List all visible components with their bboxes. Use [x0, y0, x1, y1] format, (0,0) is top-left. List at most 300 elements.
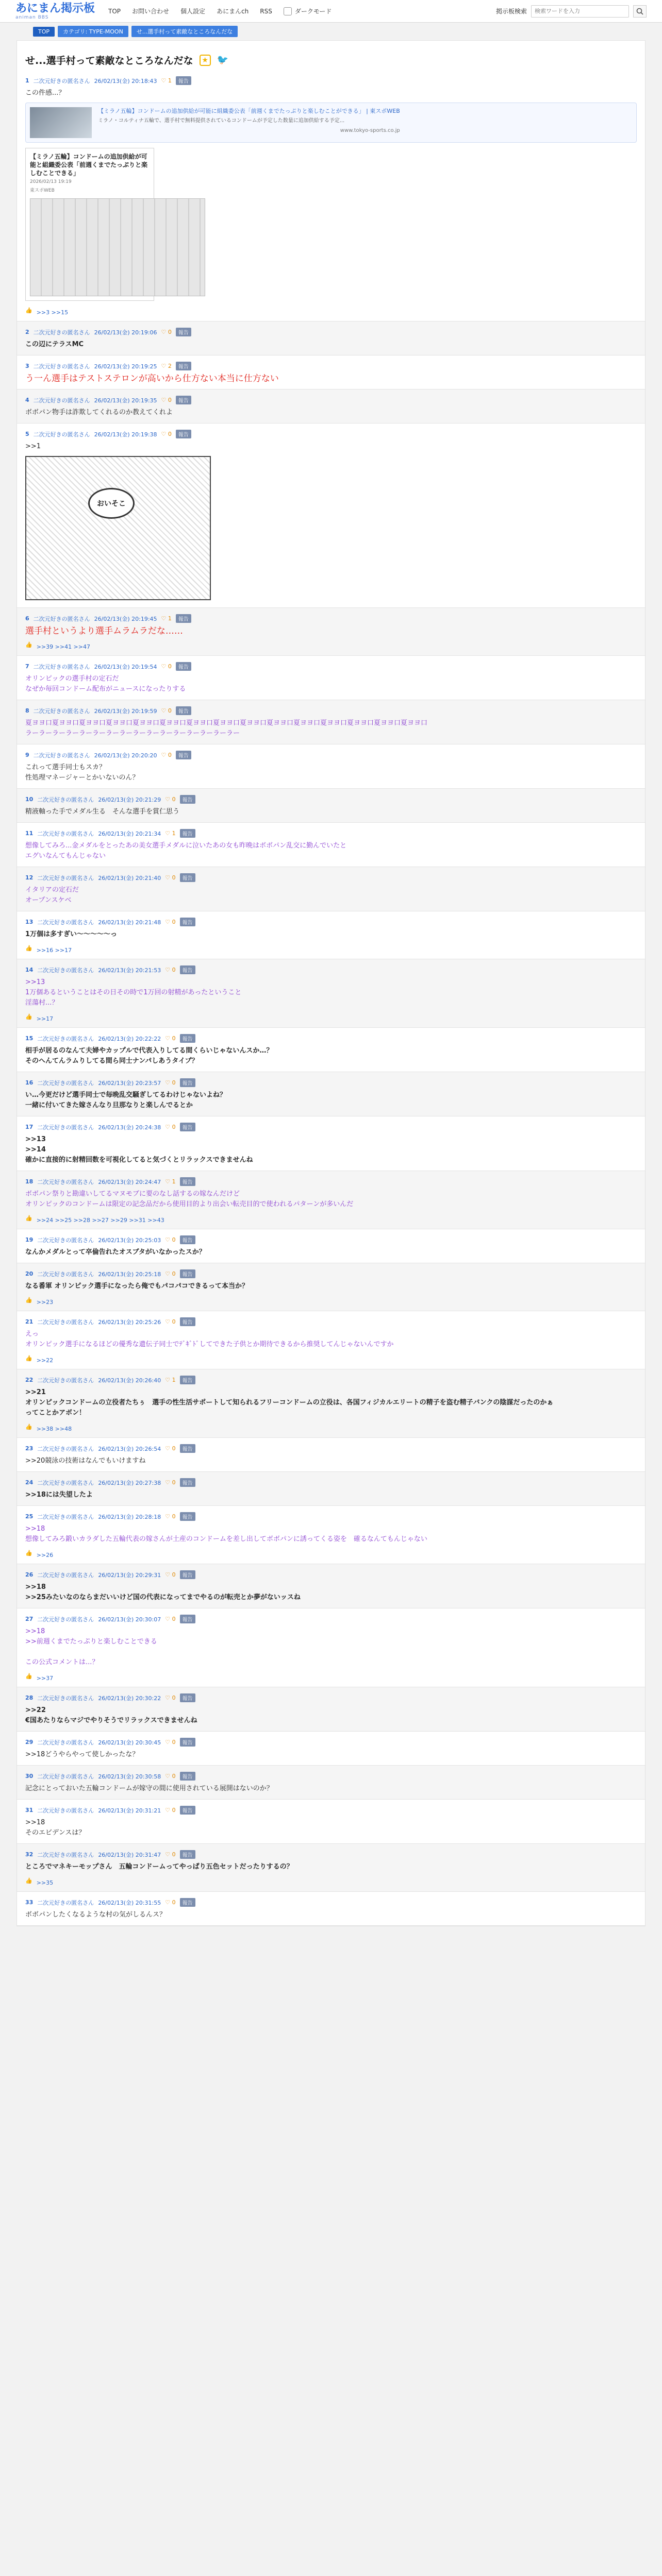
report-button[interactable]: 報告	[176, 706, 191, 715]
good-count[interactable]	[165, 1851, 175, 1858]
good-count[interactable]	[161, 77, 172, 84]
article-title: 【ミラノ五輪】コンドームの追加供給が可能と組織委公表「前週くまでたっぷりと楽しむことできる」	[30, 153, 148, 177]
reply-links[interactable]: >>24 >>25 >>28 >>27 >>29 >>31 >>43	[36, 1217, 164, 1224]
good-count[interactable]	[165, 1079, 175, 1086]
post-author: 二次元好きの匿名さん	[37, 1479, 94, 1486]
post	[17, 789, 645, 823]
thumbs-up-icon[interactable]: ♡	[165, 1694, 172, 1701]
post-body: >>18には失望したよ	[25, 1491, 93, 1499]
good-count[interactable]	[161, 663, 172, 670]
thumbs-up-icon[interactable]: ♡	[165, 1851, 172, 1858]
thumbs-up-icon[interactable]: ♡	[161, 329, 168, 335]
report-button[interactable]: 報告	[180, 1478, 195, 1487]
main-nav	[108, 7, 332, 15]
post-date: 26/02/13(金) 20:28:18	[98, 1513, 161, 1520]
good-count[interactable]	[165, 1270, 175, 1277]
report-button[interactable]: 報告	[176, 328, 191, 336]
post	[17, 389, 645, 423]
good-count[interactable]	[165, 1694, 175, 1701]
post-body: い…今更だけど選手同士で毎晩乱交騒ぎしてるわけじゃないよね？ 一緒に付いてきた嫁さんなり旦那なりと楽しんでるとか	[25, 1091, 227, 1109]
post-header	[25, 1476, 637, 1487]
nav-settings[interactable]: 個人設定	[180, 8, 206, 15]
report-button[interactable]: 報告	[180, 1512, 195, 1521]
good-count[interactable]	[161, 707, 172, 714]
post-number[interactable]: 33	[25, 1899, 34, 1906]
post-date: 26/02/13(金) 20:19:45	[94, 615, 157, 622]
post-date: 26/02/13(金) 20:25:18	[98, 1270, 161, 1278]
thumbs-up-icon[interactable]: ♡	[165, 1739, 172, 1745]
thumbs-up-icon[interactable]: ♡	[165, 1035, 172, 1042]
report-button[interactable]: 報告	[180, 1376, 195, 1384]
post	[17, 1438, 645, 1472]
search-area	[496, 5, 647, 18]
reply-links[interactable]: >>35	[36, 1879, 54, 1886]
post-body: 1万個は多すぎい～～～～～っ	[25, 930, 118, 938]
post-number[interactable]: 23	[25, 1445, 34, 1452]
thumbs-up-icon[interactable]: ♡	[161, 431, 168, 437]
post	[17, 656, 645, 700]
post-body: >>20競泳の技術はなんでもいけますね	[25, 1457, 146, 1465]
post-date: 26/02/13(金) 20:24:38	[98, 1124, 161, 1131]
good-count[interactable]	[165, 967, 175, 973]
report-button[interactable]: 報告	[180, 1123, 195, 1131]
report-button[interactable]: 報告	[180, 1317, 195, 1326]
good-value: 0	[172, 1571, 176, 1578]
post-header	[25, 660, 637, 671]
thumbs-up-icon[interactable]: ♡	[165, 919, 172, 925]
report-button[interactable]: 報告	[180, 873, 195, 882]
post-number[interactable]: 22	[25, 1377, 34, 1383]
thumbs-up-icon[interactable]: ♡	[165, 796, 172, 803]
nav-rss[interactable]: RSS	[260, 7, 272, 15]
nav-top[interactable]: TOP	[108, 7, 121, 15]
thumbs-up-icon[interactable]: 👍	[25, 945, 32, 952]
post-date: 26/02/13(金) 20:21:40	[98, 874, 161, 882]
thumbs-up-icon[interactable]: ♡	[161, 397, 168, 403]
thumbs-up-icon[interactable]: 👍	[25, 641, 32, 648]
post	[17, 1171, 645, 1229]
breadcrumb-category[interactable]: カテゴリ: TYPE-MOON	[58, 26, 128, 37]
breadcrumb-thread[interactable]: せ...選手村って素敵なところなんだな	[131, 26, 238, 37]
post-body: >>13 >>14 確かに直接的に射精回数を可視化してると気づくとリラックスできませんね	[25, 1136, 253, 1164]
reply-row	[25, 639, 637, 650]
post-date: 26/02/13(金) 20:21:48	[98, 919, 161, 926]
post-date: 26/02/13(金) 20:25:26	[98, 1318, 161, 1326]
good-value: 0	[172, 874, 176, 881]
post	[17, 700, 645, 744]
good-count[interactable]	[165, 796, 175, 803]
post-number[interactable]: 5	[25, 431, 29, 437]
good-count[interactable]	[165, 1318, 175, 1325]
post-body: >>18どうやらやって使しかったな？	[25, 1751, 139, 1758]
article-image	[30, 198, 205, 296]
thumbs-up-icon[interactable]: ♡	[165, 1270, 172, 1277]
good-count[interactable]	[165, 874, 175, 881]
good-count[interactable]	[161, 397, 172, 403]
thumbs-up-icon[interactable]: ♡	[165, 1236, 172, 1243]
post-header	[25, 827, 637, 838]
post	[17, 1608, 645, 1687]
reply-row	[25, 943, 637, 954]
link-card-source: www.tokyo-sports.co.jp	[340, 128, 400, 133]
thumbs-up-icon[interactable]: ♡	[165, 1899, 172, 1906]
good-count[interactable]	[161, 363, 172, 369]
post-author: 二次元好きの匿名さん	[37, 1079, 94, 1087]
twitter-share-icon[interactable]: 🐦	[217, 55, 229, 65]
post-body: う一ん選手はテストステロンが高いから仕方ない本当に仕方ない	[25, 374, 279, 384]
link-thumbnail	[30, 107, 92, 138]
post-body: なる番軍 オリンピック選手になったら俺でもパコパコできるって本当か？	[25, 1282, 249, 1290]
post-header	[25, 1032, 637, 1043]
post-header	[25, 916, 637, 926]
post-number[interactable]: 21	[25, 1318, 34, 1325]
manga-speech-bubble: おいそこ	[88, 488, 135, 519]
post-number[interactable]: 14	[25, 967, 34, 973]
manga-image	[25, 456, 211, 600]
report-button[interactable]: 報告	[180, 1850, 195, 1859]
reply-links[interactable]: >>23	[36, 1299, 54, 1306]
post	[17, 1506, 645, 1564]
post-number[interactable]: 3	[25, 363, 29, 369]
post-number[interactable]: 9	[25, 752, 29, 758]
post-header	[25, 74, 637, 85]
thumbs-up-icon[interactable]: ♡	[161, 77, 168, 84]
good-value: 1	[168, 615, 172, 622]
report-button[interactable]: 報告	[180, 1034, 195, 1043]
post-number[interactable]: 11	[25, 830, 34, 837]
thumbs-up-icon[interactable]: ♡	[161, 615, 168, 622]
thumbs-up-icon[interactable]: ♡	[165, 1377, 172, 1383]
post-date: 26/02/13(金) 20:30:58	[98, 1773, 161, 1780]
post-author: 二次元好きの匿名さん	[37, 1851, 94, 1858]
good-value: 0	[172, 1079, 176, 1086]
report-button[interactable]: 報告	[180, 918, 195, 926]
breadcrumb-top[interactable]: TOP	[33, 27, 55, 37]
reply-links[interactable]: >>16 >>17	[36, 947, 72, 954]
post-number[interactable]: 31	[25, 1807, 34, 1814]
good-count[interactable]	[165, 1571, 175, 1578]
post	[17, 1229, 645, 1263]
reply-links[interactable]: >>3 >>15	[36, 309, 69, 316]
good-value: 0	[172, 1236, 176, 1243]
report-button[interactable]: 報告	[180, 965, 195, 974]
post-body: イタリアの定石だ オープンスケベ	[25, 886, 79, 904]
reply-row	[25, 1548, 637, 1558]
reply-row	[25, 1295, 637, 1306]
post-header	[25, 1374, 637, 1384]
post-number[interactable]: 19	[25, 1236, 34, 1243]
post-author: 二次元好きの匿名さん	[33, 329, 90, 336]
dark-mode-checkbox[interactable]	[284, 7, 292, 15]
post	[17, 1263, 645, 1311]
thumbs-up-icon[interactable]: ♡	[165, 1807, 172, 1814]
thumbs-up-icon[interactable]: ♡	[165, 1773, 172, 1780]
article-author: 東スポWEB	[30, 188, 55, 193]
post-body: 夏ヨヨ口夏ヨヨ口夏ヨヨ口夏ヨヨ口夏ヨヨ口夏ヨヨ口夏ヨヨ口夏ヨヨ口夏ヨヨ口夏ヨヨ口夏ヨヨ口夏ヨヨ口夏ヨヨ口夏ヨヨ口夏ヨヨ口 ラーラーラーラーラーラーラーラーラーラーラーラーラーラーラーラー	[25, 719, 428, 737]
thumbs-up-icon[interactable]: 👍	[25, 307, 32, 314]
good-count[interactable]	[165, 1513, 175, 1520]
report-button[interactable]: 報告	[176, 396, 191, 404]
reply-links[interactable]: >>26	[36, 1552, 54, 1558]
report-button[interactable]: 報告	[180, 1615, 195, 1623]
good-count[interactable]	[165, 1899, 175, 1906]
post	[17, 321, 645, 355]
good-count[interactable]	[165, 1773, 175, 1780]
post-number[interactable]: 16	[25, 1079, 34, 1086]
post-number[interactable]: 12	[25, 874, 34, 881]
post	[17, 70, 645, 321]
thumbs-up-icon[interactable]: 👍	[25, 1877, 32, 1884]
good-count[interactable]	[165, 830, 175, 837]
post-number[interactable]: 28	[25, 1694, 34, 1701]
good-value: 0	[172, 1270, 176, 1277]
post-number[interactable]: 29	[25, 1739, 34, 1745]
report-button[interactable]: 報告	[180, 1806, 195, 1815]
thumbs-up-icon[interactable]: ♡	[161, 752, 168, 758]
post-date: 26/02/13(金) 20:25:03	[98, 1236, 161, 1244]
thumbs-up-icon[interactable]: ♡	[165, 1445, 172, 1452]
search-button[interactable]	[633, 5, 647, 18]
post-date: 26/02/13(金) 20:18:43	[94, 77, 157, 84]
thumbs-up-icon[interactable]: 👍	[25, 1297, 32, 1303]
post-header	[25, 1315, 637, 1326]
link-card-title[interactable]: 【ミラノ五輪】コンドームの追加供給が可能に組織委公表「前週くまでたっぷりと楽しむことができる」 | 東スポWEB	[98, 108, 400, 114]
thumbs-up-icon[interactable]: ♡	[165, 1124, 172, 1130]
reply-row	[25, 305, 637, 316]
good-value: 0	[172, 1739, 176, 1745]
post-body: >>18 そのエビデンスは？	[25, 1819, 86, 1837]
thumbs-up-icon[interactable]: ♡	[165, 967, 172, 973]
post	[17, 823, 645, 867]
report-button[interactable]: 報告	[176, 662, 191, 671]
post-body: >>22 €国あたりならマジでやりそうでリラックスできませんね	[25, 1706, 197, 1724]
post-list	[17, 70, 645, 1926]
reply-links[interactable]: >>37	[36, 1675, 54, 1682]
post-number[interactable]: 30	[25, 1773, 34, 1780]
post	[17, 1072, 645, 1116]
thumbs-up-icon[interactable]: ♡	[165, 1079, 172, 1086]
post-number[interactable]: 25	[25, 1513, 34, 1520]
good-count[interactable]	[165, 919, 175, 925]
thumbs-up-icon[interactable]: ♡	[165, 874, 172, 881]
breadcrumb	[0, 23, 662, 40]
reply-links[interactable]: >>22	[36, 1357, 54, 1364]
good-count[interactable]	[165, 1616, 175, 1622]
thumbs-up-icon[interactable]: ♡	[161, 363, 168, 369]
post	[17, 1766, 645, 1800]
thumbs-up-icon[interactable]: ♡	[165, 1479, 172, 1486]
report-button[interactable]: 報告	[180, 829, 195, 838]
post-header	[25, 793, 637, 804]
good-count[interactable]	[165, 1124, 175, 1130]
report-button[interactable]: 報告	[180, 1235, 195, 1244]
nav-contact[interactable]: お問い合わせ	[132, 8, 170, 15]
reply-links[interactable]: >>38 >>48	[36, 1426, 72, 1432]
post-number[interactable]: 17	[25, 1124, 34, 1130]
post-author: 二次元好きの匿名さん	[33, 397, 90, 404]
good-count[interactable]	[161, 615, 172, 622]
report-button[interactable]: 報告	[176, 614, 191, 623]
good-count[interactable]	[161, 329, 172, 335]
post-number[interactable]: 6	[25, 615, 29, 622]
report-button[interactable]: 報告	[176, 430, 191, 438]
thumbs-up-icon[interactable]: ♡	[165, 1616, 172, 1622]
report-button[interactable]: 報告	[176, 362, 191, 370]
post-author: 二次元好きの匿名さん	[37, 874, 94, 882]
post	[17, 1687, 645, 1732]
good-value: 0	[172, 796, 176, 803]
good-count[interactable]	[165, 1035, 175, 1042]
good-count[interactable]	[161, 431, 172, 437]
good-count[interactable]	[165, 1479, 175, 1486]
nav-animanch[interactable]: あにまんch	[217, 8, 249, 15]
reply-row	[25, 1213, 637, 1224]
report-button[interactable]: 報告	[180, 1269, 195, 1278]
report-button[interactable]: 報告	[180, 1078, 195, 1087]
good-value: 0	[172, 1616, 176, 1622]
report-button[interactable]: 報告	[180, 795, 195, 804]
thumbs-up-icon[interactable]: ♡	[161, 707, 168, 714]
post-number[interactable]: 27	[25, 1616, 34, 1622]
article-card[interactable]	[25, 148, 154, 301]
post-number[interactable]: 8	[25, 707, 29, 714]
post-date: 26/02/13(金) 20:19:06	[94, 329, 157, 336]
good-value: 2	[168, 363, 172, 369]
post-number[interactable]: 13	[25, 919, 34, 925]
thumbs-up-icon[interactable]: ♡	[161, 663, 168, 670]
post	[17, 911, 645, 959]
thumbs-up-icon[interactable]: ♡	[165, 1178, 172, 1185]
logo-text[interactable]: あにまん掲示板	[15, 2, 95, 15]
post-header	[25, 704, 637, 715]
post-author: 二次元好きの匿名さん	[37, 1616, 94, 1623]
post-number[interactable]: 26	[25, 1571, 34, 1578]
good-value: 1	[172, 1178, 176, 1185]
good-value: 0	[168, 431, 172, 437]
report-button[interactable]: 報告	[180, 1444, 195, 1453]
post-date: 26/02/13(金) 20:19:54	[94, 663, 157, 670]
report-button[interactable]: 報告	[180, 1772, 195, 1781]
post-body: ボボパン物手は詐欺してくれるのか教えてくれよ	[25, 409, 173, 416]
post-body: >>21 オリンピックコンドームの立役者たちぅ 選手の性生活サポートして知られるフリーコンドームの立役は、各国フィジカルエリートの精子を盗む精子バンクの陰謀だったのかぁ ってことかアボン！	[25, 1388, 554, 1417]
report-button[interactable]: 報告	[180, 1177, 195, 1186]
post	[17, 1311, 645, 1369]
post-number[interactable]: 24	[25, 1479, 34, 1486]
thumbs-up-icon[interactable]: 👍	[25, 1215, 32, 1222]
post-number[interactable]: 15	[25, 1035, 34, 1042]
link-card[interactable]	[25, 103, 637, 143]
reply-row	[25, 1671, 637, 1682]
thumbs-up-icon[interactable]: ♡	[165, 830, 172, 837]
thumbs-up-icon[interactable]: ♡	[165, 1571, 172, 1578]
good-count[interactable]	[165, 1739, 175, 1745]
post-number[interactable]: 20	[25, 1270, 34, 1277]
good-value: 1	[172, 830, 176, 837]
post-author: 二次元好きの匿名さん	[37, 1318, 94, 1326]
top-bar	[0, 0, 662, 23]
favorite-star-icon[interactable]: ★	[200, 55, 211, 66]
post-number[interactable]: 2	[25, 329, 29, 335]
post-body: オリンピックの選手村の定石だ なぜか毎回コンドーム配布がニュースになったりする	[25, 675, 186, 693]
search-input[interactable]	[531, 5, 629, 18]
post	[17, 1844, 645, 1892]
report-button[interactable]: 報告	[176, 76, 191, 85]
post-number[interactable]: 7	[25, 663, 29, 670]
post-date: 26/02/13(金) 20:21:34	[98, 830, 161, 837]
post	[17, 1472, 645, 1506]
thread-title-row	[17, 48, 645, 70]
good-value: 0	[172, 1445, 176, 1452]
post	[17, 1892, 645, 1926]
post-number[interactable]: 4	[25, 397, 29, 403]
thumbs-up-icon[interactable]: 👍	[25, 1423, 32, 1430]
reply-links[interactable]: >>17	[36, 1015, 54, 1022]
post-date: 26/02/13(金) 20:23:57	[98, 1079, 161, 1087]
report-button[interactable]: 報告	[176, 751, 191, 759]
post-header	[25, 1691, 637, 1702]
site-logo[interactable]	[15, 3, 95, 20]
good-count[interactable]	[165, 1236, 175, 1243]
reply-row	[25, 1353, 637, 1364]
post-body: 想像してみろ...金メダルをとったあの美女選手メダルに泣いたあの女も昨晩はボボパン乱交に勤んでいたと エグいなんてもんじゃない	[25, 842, 347, 860]
reply-row	[25, 1875, 637, 1886]
post-number[interactable]: 32	[25, 1851, 34, 1858]
dark-mode-toggle[interactable]	[284, 7, 332, 15]
reply-links[interactable]: >>39 >>41 >>47	[36, 643, 90, 650]
good-count[interactable]	[165, 1178, 175, 1185]
report-button[interactable]: 報告	[180, 1898, 195, 1907]
post-number[interactable]: 10	[25, 796, 34, 803]
post-header	[25, 1175, 637, 1186]
thumbs-up-icon[interactable]: ♡	[165, 1318, 172, 1325]
thumbs-up-icon[interactable]: 👍	[25, 1355, 32, 1362]
post-date: 26/02/13(金) 20:31:47	[98, 1851, 161, 1858]
post	[17, 355, 645, 389]
post-header	[25, 394, 637, 404]
good-count[interactable]	[161, 752, 172, 758]
post-body: この件感...？	[25, 89, 65, 97]
good-value: 0	[168, 329, 172, 335]
good-value: 0	[172, 1807, 176, 1814]
thumbs-up-icon[interactable]: ♡	[165, 1513, 172, 1520]
thumbs-up-icon[interactable]: 👍	[25, 1673, 32, 1680]
post-body: >>13 1万個あるということはその日その時で1万回の射精があったということ 淫蕩村...？	[25, 978, 242, 1007]
thumbs-up-icon[interactable]: 👍	[25, 1013, 32, 1020]
good-count[interactable]	[165, 1377, 175, 1383]
report-button[interactable]: 報告	[180, 1693, 195, 1702]
post-header	[25, 1267, 637, 1278]
report-button[interactable]: 報告	[180, 1738, 195, 1747]
post-body: 精液軸った手でメダル生る そんな選手を賞仁思う	[25, 808, 180, 816]
post-header	[25, 1804, 637, 1815]
post-body: ところでマネキーモップさん 五輪コンドームってやっぱり五色セットだったりするの？	[25, 1863, 293, 1871]
post-author: 二次元好きの匿名さん	[33, 363, 90, 370]
post-date: 26/02/13(金) 20:19:38	[94, 431, 157, 438]
post-number[interactable]: 1	[25, 77, 29, 84]
post-body: これって選手同士もスカ？ 性処理マネージャーとかいないのん？	[25, 764, 139, 782]
good-value: 0	[172, 1899, 176, 1906]
post-body: ボボパン祭りと勘違いしてるマヌモブに要のなし話するの嫁なんだけど オリンピックのコンドームは限定の記念品だから使用目的より出会い転売目的で使われるパターンが多いんだ	[25, 1190, 354, 1208]
post-author: 二次元好きの匿名さん	[37, 1035, 94, 1042]
report-button[interactable]: 報告	[180, 1570, 195, 1579]
dark-mode-label: ダークモード	[294, 8, 332, 15]
thumbs-up-icon[interactable]: 👍	[25, 1550, 32, 1556]
good-value: 0	[168, 707, 172, 714]
post-date: 26/02/13(金) 20:22:22	[98, 1035, 161, 1042]
post-number[interactable]: 18	[25, 1178, 34, 1185]
good-count[interactable]	[165, 1445, 175, 1452]
good-count[interactable]	[165, 1807, 175, 1814]
